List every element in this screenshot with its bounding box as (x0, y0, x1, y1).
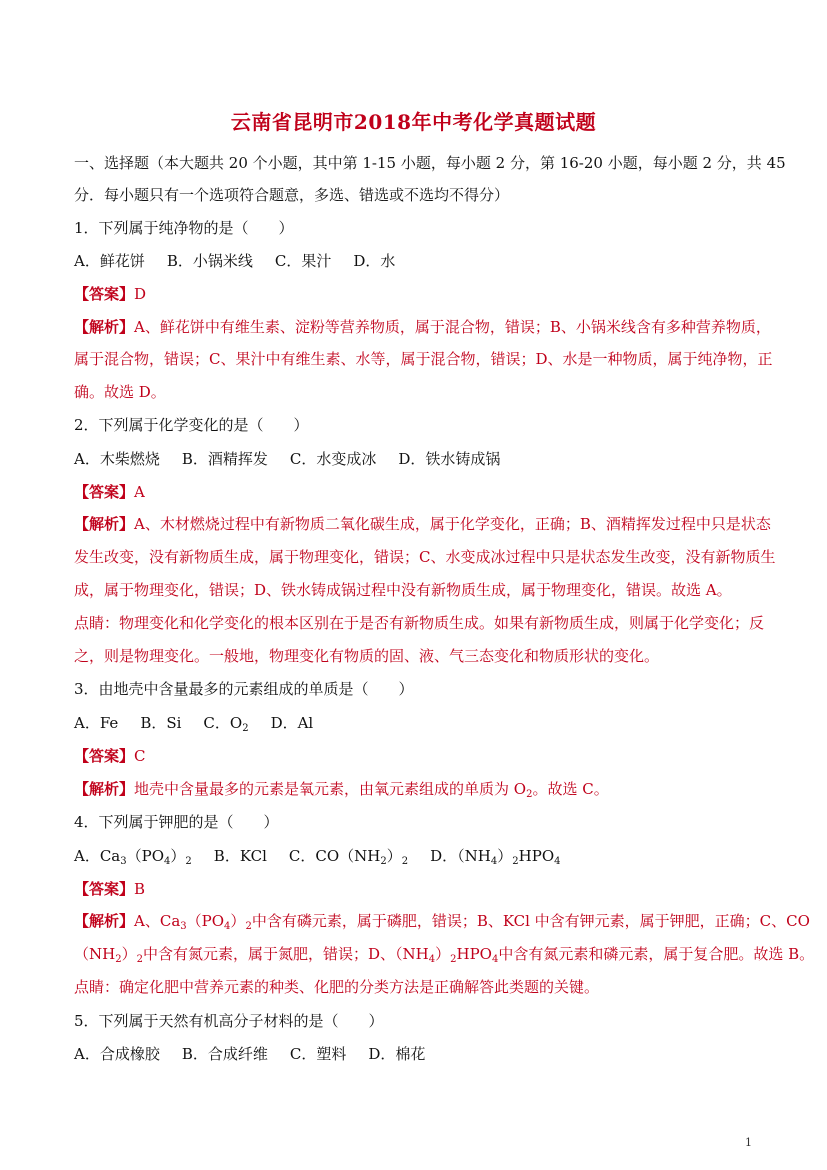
q4-analysis-line2: $(NH_2)_2$中含有氮元素，属于氮肥，错误；D、$(NH_4)_2HPO_4$中含有氮元素和磷元素，属于复合肥。故选 B。 (74, 945, 815, 965)
q2-option-c: C．水变成冰 (289, 450, 377, 468)
q1-answer (74, 284, 146, 304)
q2-answer-value: A (134, 483, 145, 501)
q4-analysis-tag: 【解析】 (74, 912, 135, 930)
page-title: 云南省昆明市2018年中考化学真题试题 (230, 110, 597, 134)
q3-analysis-tag: 【解析】 (74, 780, 135, 798)
q3-analysis-line1: 【解析】地壳中含量最多的元素是氧元素，由氧元素组成的单质为 $O_2$。故选 C。 (74, 780, 609, 800)
q5-options (74, 1044, 425, 1064)
q5-option-d: D．棉花 (368, 1045, 426, 1063)
q1-options (74, 251, 395, 271)
q4-analysis-line1: 【解析】A、$Ca_3(PO_4)_2$中含有磷元素，属于磷肥，错误；B、KCl 中含有钾元素，属于钾肥，正确；C、CO (74, 912, 810, 932)
q1-answer-value: D (134, 285, 147, 303)
q2-answer-tag: 【答案】 (74, 483, 135, 501)
q4-options (74, 846, 561, 872)
q2-analysis-tag: 【解析】 (74, 515, 135, 533)
q2-options (74, 449, 500, 469)
q2-option-a: A．木柴燃烧 (74, 450, 160, 468)
q2-note-line1: 点睛：物理变化和化学变化的根本区别在于是否有新物质生成。如果有新物质生成，则属于化学变化；反 (74, 614, 765, 632)
q2-analysis-text1: A、木材燃烧过程中有新物质二氧化碳生成，属于化学变化，正确；B、酒精挥发过程中只是状态 (134, 515, 771, 533)
page-number: 1 (745, 1136, 752, 1149)
q2-option-d: D．铁水铸成锅 (398, 450, 501, 468)
section-instructions-line2: 分．每小题只有一个选项符合题意，多选、错选或不选均不得分） (74, 186, 510, 204)
q1-analysis-line1 (74, 317, 771, 337)
q3-answer-value: C (134, 747, 146, 765)
q1-analysis-tag: 【解析】 (74, 318, 135, 336)
q5-option-a: A．合成橡胶 (74, 1045, 160, 1063)
q1-option-a: A．鲜花饼 (74, 252, 145, 270)
q1-analysis-line3: 确。故选 D。 (74, 383, 166, 401)
q3-answer (74, 746, 146, 766)
q4-note: 点睛：确定化肥中营养元素的种类、化肥的分类方法是正确解答此类题的关键。 (74, 978, 600, 996)
q1-option-c: C．果汁 (274, 252, 332, 270)
q3-option-a: A．Fe (74, 714, 119, 732)
q1-analysis-line2: 属于混合物，错误；C、果汁中有维生素、水等，属于混合物，错误；D、水是一种物质，属于纯净物，正 (74, 350, 773, 368)
q5-stem: 5．下列属于天然有机高分子材料的是（ ） (74, 1012, 384, 1030)
q2-stem: 2．下列属于化学变化的是（ ） (74, 416, 309, 434)
q2-analysis-line2: 发生改变，没有新物质生成，属于物理变化，错误；C、水变成冰过程中只是状态发生改变，没有新物质生 (74, 548, 776, 566)
section-instructions-line1: 一、选择题（本大题共 20 个小题，其中第 1-15 小题，每小题 2 分，第 16-20 小题，每小题 2 分，共 45 (74, 154, 786, 172)
q1-option-b: B．小锅米线 (166, 252, 253, 270)
q5-option-c: C．塑料 (289, 1045, 347, 1063)
q2-analysis-line3: 成，属于物理变化，错误；D、铁水铸成锅过程中没有新物质生成，属于物理变化，错误。故选 A。 (74, 581, 732, 599)
q3-option-c: C．$O_2$ (203, 714, 249, 734)
q4-option-c: C．$CO(NH_2)_2$ (288, 847, 409, 867)
q3-option-d: D．Al (270, 714, 314, 732)
q3-option-b: B．Si (140, 714, 182, 732)
q1-option-d: D．水 (353, 252, 396, 270)
q1-answer-tag: 【答案】 (74, 285, 135, 303)
q4-option-a: A．$Ca_3(PO_4)_2$ (74, 847, 192, 867)
q2-note-line2: 之，则是物理变化。一般地，物理变化有物质的固、液、气三态变化和物质形状的变化。 (74, 647, 660, 665)
q5-option-b: B．合成纤维 (181, 1045, 268, 1063)
q4-stem: 4．下列属于钾肥的是（ ） (74, 813, 279, 831)
q1-stem: 1．下列属于纯净物的是（ ） (74, 219, 294, 237)
q2-answer (74, 482, 145, 502)
q3-options (74, 713, 313, 739)
q2-analysis-line1 (74, 514, 771, 534)
q4-option-b: B．KCl (213, 847, 267, 865)
q3-answer-tag: 【答案】 (74, 747, 135, 765)
q3-stem: 3．由地壳中含量最多的元素组成的单质是（ ） (74, 680, 414, 698)
q4-answer-tag: 【答案】 (74, 880, 135, 898)
q4-answer (74, 879, 145, 899)
q4-option-d: D．$(NH_4)_2HPO_4$ (430, 847, 561, 867)
q1-analysis-text1: A、鲜花饼中有维生素、淀粉等营养物质，属于混合物，错误；B、小锅米线含有多种营养物质， (134, 318, 771, 336)
q4-answer-value: B (134, 880, 146, 898)
q2-option-b: B．酒精挥发 (181, 450, 268, 468)
